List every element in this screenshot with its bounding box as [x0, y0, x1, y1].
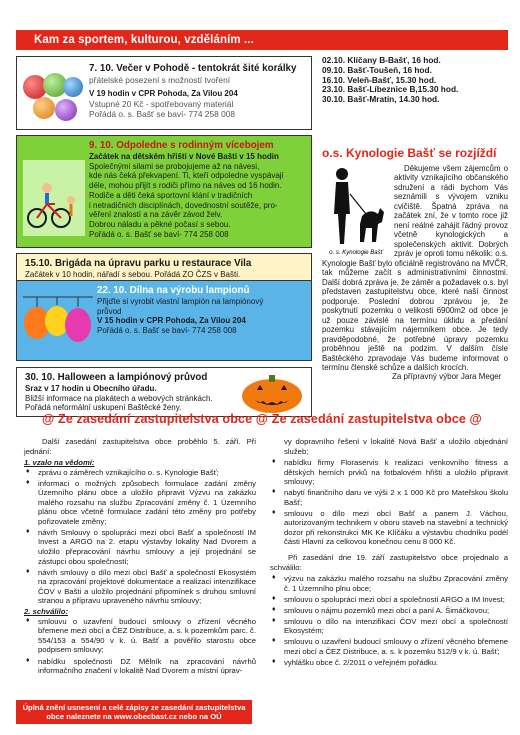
event-desc-2: průvod	[97, 306, 122, 316]
event-title: 22. 10. Dílna na výrobu lampionů	[97, 285, 250, 296]
event-subtitle: přátelské posezení s možností tvoření	[89, 74, 231, 85]
list-item: ♦ smlouvu o uzavření budoucí smlouvy o zřízení věcného břemene mezi obcí a ČEZ Distribuce, a. s. k pozemku 512/9 v k. ú. Bašť;	[270, 637, 508, 656]
event-info: Bližší informace na plakátech a webových stránkách.	[25, 393, 213, 403]
council-list-1	[24, 468, 256, 606]
event-place: V 15 hodin v CPR Pohoda, Za Vilou 204	[97, 316, 246, 326]
family-cycling-image	[23, 160, 85, 236]
dog-handler-logo	[322, 164, 390, 256]
list-item: ♦ nabytí finančního daru ve výši 2 x 1 000 Kč pro Mateřskou školu Bašť;	[270, 488, 508, 507]
event-lantern-workshop	[16, 280, 312, 361]
event-meeting: Sraz v 17 hodin u Obecního úřadu.	[25, 383, 157, 393]
event-fee: Vstupné 20 Kč - spotřebovaný materiál	[89, 98, 234, 109]
council-column-left	[24, 437, 256, 677]
event-desc-4: Rodiče a děti čeká sportovní klání v tradičních	[89, 190, 253, 200]
list-item: ♦ nabídku firmy Floraservis k realizaci venkovního fitness a dětských herních prvků na fotbalovém hřišti a uložilo připravit smlouvy;	[270, 458, 508, 487]
event-title: 30. 10. Halloween a lampiónový průvod	[25, 372, 208, 383]
list-item: ♦ smlouvu o dílo na intenzifikaci ČOV mezi obcí a společností Ekosystém;	[270, 617, 508, 636]
article-body	[322, 164, 508, 373]
event-organizer: Pořádá o. s. Bašť se baví- 774 258 008	[89, 229, 229, 239]
lanterns-image	[23, 293, 93, 351]
event-title: 7. 10. Večer v Pohodě - tentokrát šité korálky	[89, 63, 297, 74]
event-desc-7: Dobrou náladu a pěkné počasí s sebou.	[89, 220, 231, 230]
list-item: ♦ návrh Smlouvy o spolupráci mezi obcí Bašť a společností IM Invest a ARGO na 2. etapu výstavby lokality Nad Dvorem a uložilo přepracování návrhu smlouvy a její projednání se zástupci obou společností;	[24, 528, 256, 566]
list-item: ♦ smlouvu o nájmu pozemků mezi obcí a paní A. Šimáčkovou;	[270, 606, 508, 616]
bead-blue-image	[63, 77, 83, 97]
council-column-right	[270, 437, 508, 669]
event-desc-1: Přijďte si vyrobit vlastní lampión na lampiónový	[97, 296, 264, 306]
schedule-item: 09.10. Bašť-Toušeň, 16 hod.	[322, 64, 432, 75]
bead-orange-image	[33, 97, 55, 119]
list-item: ♦ vyhlášku obce č. 2/2011 o veřejném pořádku.	[270, 658, 508, 668]
list-item: ♦ informaci o možných způsobech formulace zadání změny Územního plánu obce a uložilo připravit Výzvu na zakázku malého rozsahu na službu Zpracování změny č. 1 Územního plánu obce včetně formulace zadání této změny pro potřeby pořizovatele změny;	[24, 479, 256, 527]
event-start: Začátek na dětském hřišti v Nové Bašti v 15 hodin	[89, 151, 279, 161]
article-signature: Za přípravný výbor Jara Meger	[392, 372, 502, 381]
council-list-2	[24, 617, 256, 676]
council-list-3	[270, 458, 508, 547]
schedule-item: 23.10. Bašť-Líbeznice B,15.30 hod.	[322, 84, 459, 95]
event-organizer: Pořádá o. s. Bašť se baví- 774 258 008	[89, 109, 236, 120]
event-organizer: Pořádá o. s. Bašť se baví- 774 258 008	[97, 326, 237, 336]
council-intro-2: Při zasedání dne 19. září zastupitelstvo obce projednalo a schválilo:	[270, 553, 508, 572]
event-desc-5: i netradičních disciplínách, dovednostní soutěže, pro-	[89, 200, 278, 210]
schedule-item: 16.10. Veleň-Bašť, 15.30 hod.	[322, 74, 437, 85]
list-item: ♦ zprávu o záměrech vznikajícího o. s. Kynologie Bašť;	[24, 468, 256, 478]
minutes-footer-link[interactable]: Úplná znění usnesení a celé zápisy ze zasedání zastupitelstva obce naleznete na www.obecbast.cz nebo na OÚ	[16, 700, 252, 724]
event-halloween	[16, 367, 312, 417]
section-header: Kam za sportem, kulturou, vzděláním ...	[16, 30, 508, 50]
event-beading-evening	[16, 56, 312, 130]
article-paragraph: Děkujeme všem zájemcům o aktivity vznikajícího občanského sdružení a rádi bychom Vás seznámili s vývojem vzniku cvičiště. Špatná zpráva na začátek zní, že v tomto roce již není reálné zahájit řádný provoz včetně kynologických a společenských aktivit. Dobrých zpráv je oproti tomu několik: o.s. Kynologie Bašť bylo oficiálně registrováno na MVČR, tak můžeme začít s administrativními činnostmi. Další dobrá zpráva je, že záměr a požadavek o.s. byl představen zastupitelstvu obce, které naší činnost podporuje. Poslední dobrou zprávou je, že poskytnutí pozemku o velikosti 6900m2 od obce je už pouze závislé na termínu úklidu a předání pozemku stávajícím nájemníkem obce. Je tedy pravděpodobné, že potřebné úpravy pozemku proběhnou ještě na podzim. V dalším čísle Baštěckého zpravodaje Vás budeme informovat o termínu členské schůze a dalších krocích.	[322, 164, 508, 373]
list-continuation: vy dopravního řešení v lokalitě Nová Bašť a uložilo objednání služeb;	[284, 437, 508, 456]
list-item: ♦ nabídku společnosti DZ Mělník na zpracování návrhů informačního značení v lokalitě Nad Dvorem a místní úprav-	[24, 657, 256, 676]
council-intro: Další zasedání zastupitelstva obce proběhlo 5. září. Při jednání:	[24, 437, 256, 456]
event-title: 15.10. Brigáda na úpravu parku u restaurace Vila	[25, 258, 252, 269]
list-item: ♦ výzvu na zakázku malého rozsahu na službu Zpracování změny č. 1 Územního plnu obce;	[270, 574, 508, 593]
article-title: o.s. Kynologie Bašť se rozjíždí	[322, 146, 497, 160]
event-desc-1: Společnými silami se probojujeme až na návesi,	[89, 161, 260, 171]
pumpkin-icon	[239, 372, 305, 414]
schedule-item: 30.10. Bašť-Mratín, 14.30 hod.	[322, 94, 440, 105]
council-section-2: 2. schválilo:	[24, 607, 69, 617]
list-item: ♦ smlouvu o spolupráci mezi obcí a společností ARGO a IM Invest;	[270, 595, 508, 605]
list-item: ♦ smlouvu o dílo mezi obcí Bašť a panem J. Váchou, autorizovaným technikem v oboru staveb na stavební a technický dozor při rekonstrukci MK Ke Klíčáku a výstavbu chodníku podél části Hlavní za celkovou konečnou cenu 8 000 Kč.	[270, 509, 508, 547]
match-schedule	[322, 56, 508, 105]
list-item: ♦ smlouvu o uzavření budoucí smlouvy o zřízení věcného břemene mezi obcí a ČEZ Distribuce, a. s. k pozemkům parc. č. 554/153 a 554/90 v k. ú. Bašť a pověřilo starostu obce podpisem smlouvy;	[24, 617, 256, 655]
event-desc-2: kde nás čeká překvapení. Ti, kteří odpoledne vyspávají	[89, 171, 284, 181]
event-desc-3: déle, mohou přijít s rodiči přímo na náves od 16 hodin.	[89, 181, 282, 191]
newsletter-page	[16, 14, 508, 726]
event-place: V 19 hodin v CPR Pohoda, Za Vilou 204	[89, 89, 238, 99]
list-item: ♦ návrh smlouvy o dílo mezi obcí Bašť a společností Ekosystém na zpracování projektové dokumentace a realizaci intenzifikace ČOV v Bašti a uložilo projednání připomínek s druhou smluvní stranou a přípravu upraveného návrhu smlouvy;	[24, 568, 256, 606]
event-title: 9. 10. Odpoledne s rodinným vícebojem	[89, 140, 274, 151]
dog-logo-caption: o. s. Kynologie Bašť	[329, 250, 383, 256]
event-organizer: Pořádá neformální uskupení Baštěcké ženy.	[25, 403, 182, 413]
bead-purple-image	[55, 99, 77, 121]
council-heading: @ Ze zasedání zastupitelstva obce @ Ze zasedání zastupitelstva obce @	[42, 412, 482, 426]
event-family-games	[16, 135, 312, 248]
schedule-item: 02.10. Klíčany B-Bašť, 16 hod.	[322, 55, 441, 65]
council-section-1: 1. vzalo na vědomí:	[24, 458, 95, 468]
event-desc-6: věření znalostí a na závěr závod želv.	[89, 210, 223, 220]
council-list-4	[270, 574, 508, 667]
event-details: Začátek v 10 hodin, nářadí s sebou. Pořádá ZO ČZS v Bašti.	[25, 269, 241, 279]
